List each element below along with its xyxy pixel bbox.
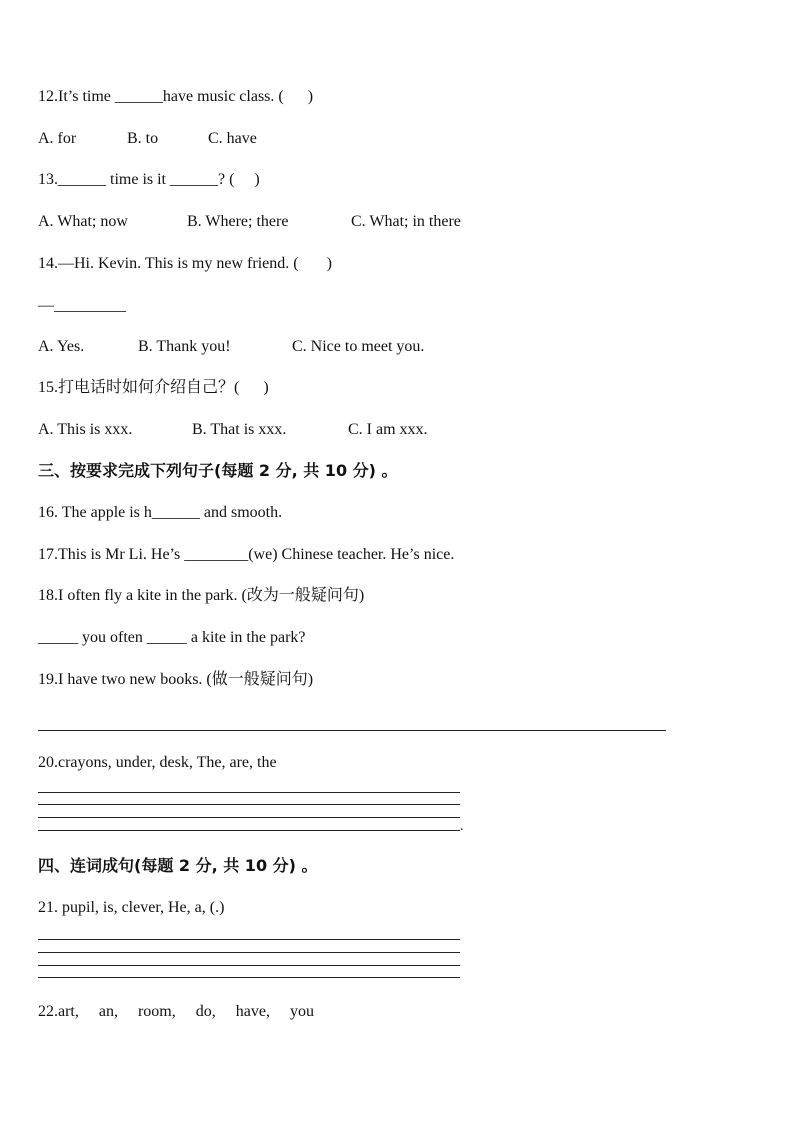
q20-period: . (460, 819, 464, 834)
q18-answer: _____ you often _____ a kite in the park? (38, 629, 306, 646)
q17-text: 17.This is Mr Li. He’s ________(we) Chinese teacher. He’s nice. (38, 546, 455, 563)
q13-option-b: B. Where; there (187, 213, 289, 230)
q15-text: 15.打电话时如何介绍自己？( ) (38, 379, 269, 396)
q16-text: 16. The apple is h______ and smooth. (38, 504, 283, 521)
q12-option-a: A. for (38, 130, 77, 147)
q21-answer-line (38, 977, 460, 978)
q15-option-a: A. This is xxx. (38, 421, 133, 438)
q14-option-a: A. Yes. (38, 338, 85, 355)
section-3-title: 三、按要求完成下列句子(每题 2 分, 共 10 分) 。 (38, 461, 398, 480)
q22-text: 22.art, an, room, do, have, you (38, 1003, 314, 1020)
q13-option-a: A. What; now (38, 213, 128, 230)
q14-option-c: C. Nice to meet you. (292, 338, 425, 355)
section-4-title: 四、连词成句(每题 2 分, 共 10 分) 。 (38, 856, 318, 875)
q21-text: 21. pupil, is, clever, He, a, (.) (38, 899, 225, 916)
q19-answer-line (38, 730, 666, 731)
q21-answer-line (38, 965, 460, 966)
q14-text: 14.—Hi. Kevin. This is my new friend. ( ) (38, 255, 332, 272)
q18-text: 18.I often fly a kite in the park. (改为一般疑问句) (38, 587, 365, 604)
q20-answer-line (38, 804, 460, 805)
q12-option-b: B. to (127, 130, 159, 147)
q12-text: 12.It’s time ______have music class. ( ) (38, 88, 314, 105)
q15-option-b: B. That is xxx. (192, 421, 287, 438)
q20-text: 20.crayons, under, desk, The, are, the (38, 754, 277, 771)
q21-answer-line (38, 939, 460, 940)
q21-answer-line (38, 952, 460, 953)
q20-answer-line (38, 792, 460, 793)
q20-answer-line (38, 817, 460, 818)
q14-option-b: B. Thank you! (138, 338, 231, 355)
q13-option-c: C. What; in there (351, 213, 461, 230)
q15-option-c: C. I am xxx. (348, 421, 428, 438)
q20-answer-line (38, 830, 460, 831)
q14-reply: —_________ (38, 297, 126, 314)
q19-text: 19.I have two new books. (做一般疑问句) (38, 671, 314, 688)
q12-option-c: C. have (208, 130, 257, 147)
q13-text: 13.______ time is it ______? ( ) (38, 171, 260, 188)
